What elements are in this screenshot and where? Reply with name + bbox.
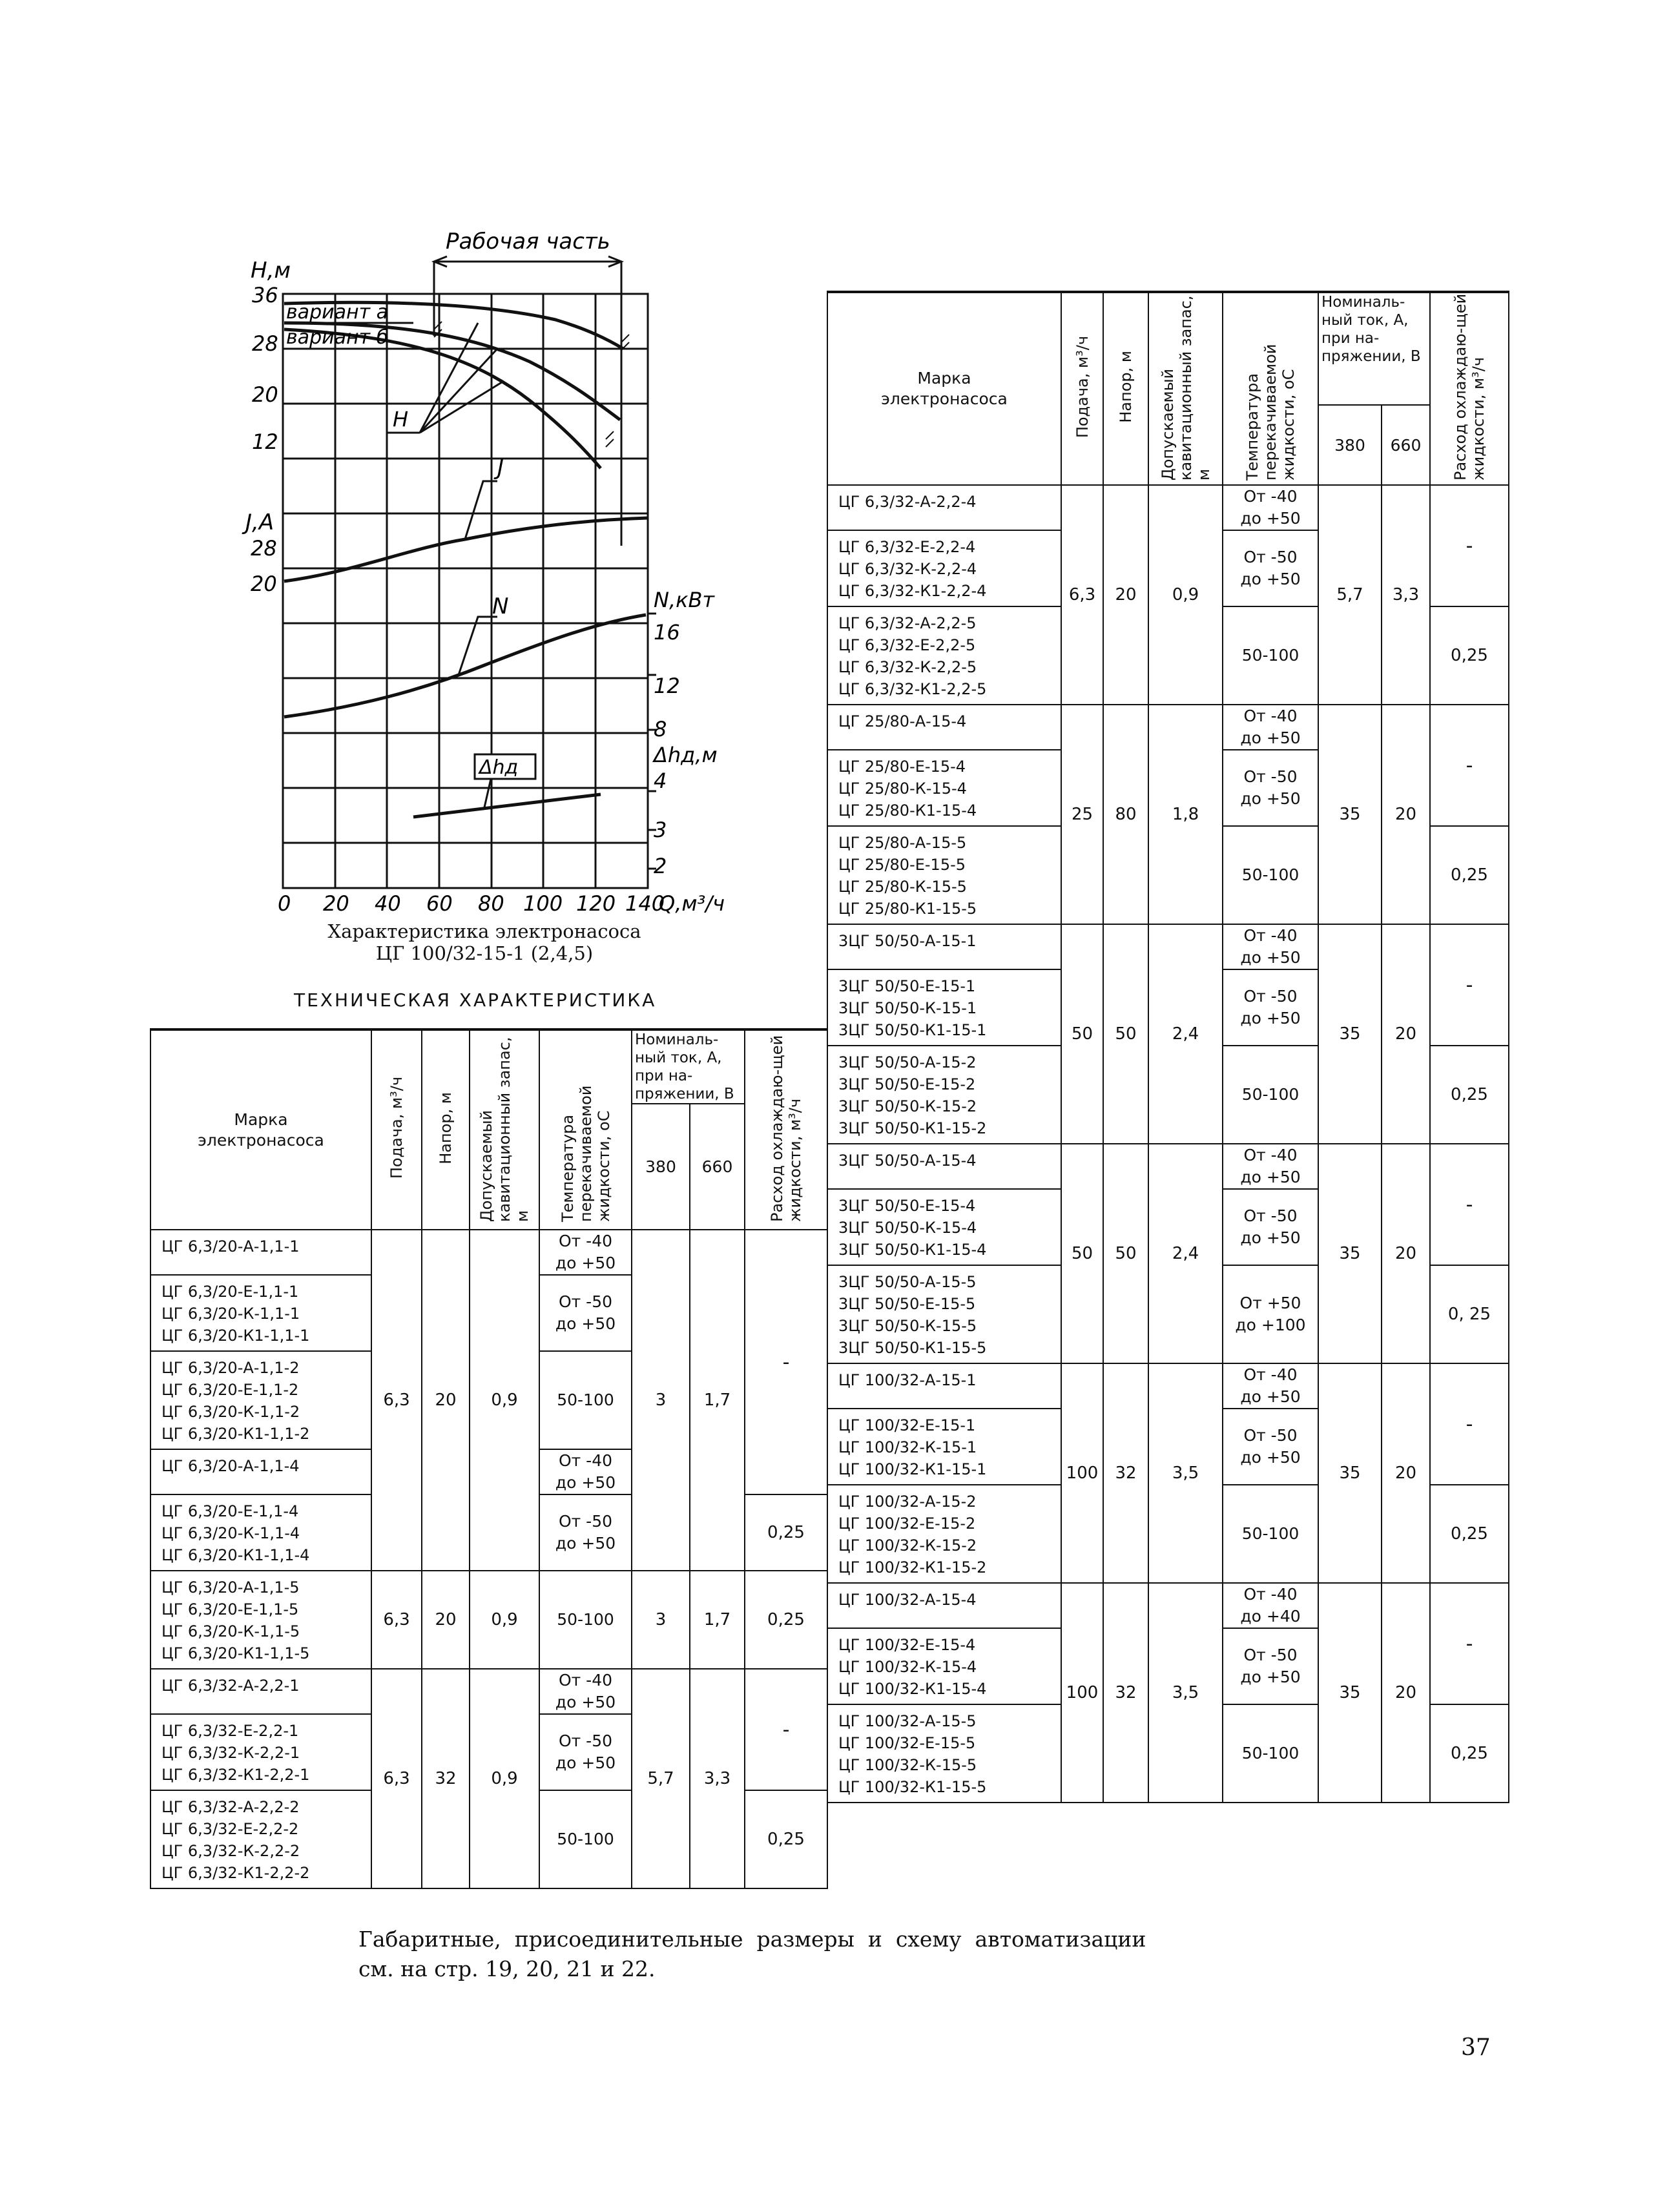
- x-axis-label: Q,м³/ч: [659, 891, 725, 916]
- flow-cell: 6,3: [371, 1230, 422, 1571]
- j-tick-20: 20: [251, 572, 277, 596]
- temperature-cell: От -40 до +50: [1223, 485, 1318, 530]
- header-coolant: Расход охлаждаю-щей жидкости, м³/ч: [1430, 292, 1509, 485]
- flow-cell: 6,3: [371, 1669, 422, 1888]
- footnote-line1: Габаритные, присоединительные размеры и схему автоматизации: [358, 1927, 1146, 1952]
- temperature-cell: 50-100: [539, 1571, 632, 1669]
- dh-tick-3: 3: [654, 818, 667, 842]
- model-cell: 3ЦГ 50/50-Е-15-4 3ЦГ 50/50-К-15-4 3ЦГ 50/50-К1-15-4: [827, 1189, 1061, 1265]
- current-380-cell: 35: [1318, 924, 1382, 1144]
- coolant-dash-cell: -: [1430, 485, 1509, 606]
- model-cell: 3ЦГ 50/50-Е-15-1 3ЦГ 50/50-К-15-1 3ЦГ 50/50-К1-15-1: [827, 969, 1061, 1046]
- variant-b-label: вариант б: [286, 326, 389, 349]
- flow-cell: 100: [1061, 1363, 1103, 1583]
- current-660-cell: 3,3: [1382, 485, 1430, 705]
- coolant-cell: 0,25: [1430, 606, 1509, 705]
- temperature-cell: От -40 до +40: [1223, 1583, 1318, 1628]
- current-660-cell: 1,7: [690, 1230, 745, 1571]
- variant-a-label: вариант а: [286, 301, 388, 324]
- flow-cell: 50: [1061, 1144, 1103, 1363]
- x-tick-140: 140: [625, 891, 665, 916]
- x-tick-20: 20: [323, 891, 349, 916]
- model-cell: ЦГ 100/32-А-15-4: [827, 1583, 1061, 1628]
- npsh-cell: 0,9: [470, 1571, 539, 1669]
- temperature-cell: От -40 до +50: [1223, 924, 1318, 969]
- coolant-cell: 0,25: [1430, 826, 1509, 924]
- head-cell: 20: [422, 1230, 470, 1571]
- dh-curve-label: Δhд: [479, 756, 519, 779]
- npsh-cell: 0,9: [1148, 485, 1223, 705]
- h-tick-12: 12: [252, 429, 278, 454]
- temperature-cell: 50-100: [1223, 826, 1318, 924]
- model-cell: ЦГ 6,3/20-А-1,1-2 ЦГ 6,3/20-Е-1,1-2 ЦГ 6,3/20-К-1,1-2 ЦГ 6,3/20-К1-1,1-2: [150, 1351, 371, 1449]
- dh-tick-4: 4: [654, 769, 667, 793]
- temperature-cell: От -40 до +50: [1223, 1363, 1318, 1409]
- header-660: 660: [1382, 405, 1430, 485]
- head-cell: 20: [1103, 485, 1148, 705]
- n-curve-label: N: [492, 594, 509, 619]
- x-tick-40: 40: [375, 891, 401, 916]
- x-tick-60: 60: [426, 891, 453, 916]
- coolant-cell: 0,25: [745, 1494, 827, 1571]
- temperature-cell: От -50 до +50: [1223, 530, 1318, 606]
- chart-caption-line1: Характеристика электронасоса: [327, 920, 641, 942]
- head-cell: 32: [422, 1669, 470, 1888]
- model-cell: ЦГ 6,3/20-Е-1,1-4 ЦГ 6,3/20-К-1,1-4 ЦГ 6,3/20-К1-1,1-4: [150, 1494, 371, 1571]
- temperature-cell: От -50 до +50: [1223, 1189, 1318, 1265]
- head-cell: 50: [1103, 924, 1148, 1144]
- chart-caption-line2: ЦГ 100/32-15-1 (2,4,5): [375, 942, 594, 964]
- model-cell: ЦГ 6,3/32-Е-2,2-4 ЦГ 6,3/32-К-2,2-4 ЦГ 6,3/32-К1-2,2-4: [827, 530, 1061, 606]
- right-spec-table: [827, 291, 1509, 1803]
- coolant-dash-cell: -: [745, 1230, 827, 1494]
- model-cell: ЦГ 25/80-А-15-5 ЦГ 25/80-Е-15-5 ЦГ 25/80-К-15-5 ЦГ 25/80-К1-15-5: [827, 826, 1061, 924]
- coolant-cell: 0, 25: [1430, 1265, 1509, 1363]
- pump-characteristic-chart: [194, 194, 725, 936]
- header-380: 380: [1318, 405, 1382, 485]
- current-660-cell: 20: [1382, 705, 1430, 924]
- coolant-dash-cell: -: [1430, 924, 1509, 1046]
- table-row: [150, 1230, 827, 1275]
- model-cell: 3ЦГ 50/50-А-15-2 3ЦГ 50/50-Е-15-2 3ЦГ 50/50-К-15-2 3ЦГ 50/50-К1-15-2: [827, 1046, 1061, 1144]
- current-380-cell: 35: [1318, 1144, 1382, 1363]
- table-row: [827, 924, 1509, 969]
- footnote-line2: см. на стр. 19, 20, 21 и 22.: [358, 1956, 656, 1981]
- header-flow: Подача, м³/ч: [371, 1029, 422, 1230]
- flow-cell: 50: [1061, 924, 1103, 1144]
- flow-cell: 100: [1061, 1583, 1103, 1803]
- current-660-cell: 20: [1382, 1144, 1430, 1363]
- left-table-body: [150, 1230, 827, 1888]
- temperature-cell: От -50 до +50: [539, 1275, 632, 1351]
- model-cell: ЦГ 6,3/32-Е-2,2-1 ЦГ 6,3/32-К-2,2-1 ЦГ 6,3/32-К1-2,2-1: [150, 1714, 371, 1790]
- model-cell: ЦГ 25/80-А-15-4: [827, 705, 1061, 750]
- temperature-cell: От -40 до +50: [539, 1230, 632, 1275]
- npsh-cell: 0,9: [470, 1230, 539, 1571]
- flow-cell: 6,3: [371, 1571, 422, 1669]
- n-axis-label: N,кВт: [654, 588, 715, 612]
- right-table-body: [827, 485, 1509, 1803]
- current-380-cell: 3: [632, 1230, 690, 1571]
- model-cell: 3ЦГ 50/50-А-15-5 3ЦГ 50/50-Е-15-5 3ЦГ 50/50-К-15-5 3ЦГ 50/50-К1-15-5: [827, 1265, 1061, 1363]
- model-cell: ЦГ 6,3/20-А-1,1-4: [150, 1449, 371, 1494]
- npsh-cell: 3,5: [1148, 1363, 1223, 1583]
- model-cell: ЦГ 6,3/20-А-1,1-1: [150, 1230, 371, 1275]
- temperature-cell: 50-100: [539, 1351, 632, 1449]
- npsh-cell: 1,8: [1148, 705, 1223, 924]
- model-cell: ЦГ 6,3/32-А-2,2-5 ЦГ 6,3/32-Е-2,2-5 ЦГ 6,3/32-К-2,2-5 ЦГ 6,3/32-К1-2,2-5: [827, 606, 1061, 705]
- header-head: Напор, м: [422, 1029, 470, 1230]
- working-zone-label: Рабочая часть: [446, 229, 610, 254]
- current-380-cell: 3: [632, 1571, 690, 1669]
- head-cell: 20: [422, 1571, 470, 1669]
- model-cell: 3ЦГ 50/50-А-15-4: [827, 1144, 1061, 1189]
- header-380: 380: [632, 1104, 690, 1230]
- current-660-cell: 1,7: [690, 1571, 745, 1669]
- current-660-cell: 20: [1382, 924, 1430, 1144]
- temperature-cell: От +50 до +100: [1223, 1265, 1318, 1363]
- x-tick-120: 120: [576, 891, 616, 916]
- table-row: [827, 485, 1509, 530]
- temperature-cell: 50-100: [539, 1790, 632, 1888]
- page-number: 37: [1461, 2034, 1491, 2061]
- header-npsh: Допускаемый кавитационный запас, м: [470, 1029, 539, 1230]
- x-tick-100: 100: [523, 891, 563, 916]
- j-tick-28: 28: [251, 536, 277, 561]
- header-660: 660: [690, 1104, 745, 1230]
- temperature-cell: От -50 до +50: [1223, 969, 1318, 1046]
- j-axis-label: J,A: [245, 510, 274, 535]
- h-tick-36: 36: [252, 283, 278, 307]
- current-380-cell: 35: [1318, 1363, 1382, 1583]
- j-curve: [284, 518, 648, 581]
- flow-cell: 25: [1061, 705, 1103, 924]
- current-380-cell: 35: [1318, 705, 1382, 924]
- chart-caption: [278, 920, 691, 964]
- coolant-cell: 0,25: [745, 1571, 827, 1669]
- temperature-cell: 50-100: [1223, 606, 1318, 705]
- flow-cell: 6,3: [1061, 485, 1103, 705]
- current-660-cell: 20: [1382, 1363, 1430, 1583]
- h-tick-20: 20: [252, 382, 278, 407]
- model-cell: 3ЦГ 50/50-А-15-1: [827, 924, 1061, 969]
- table-row: [827, 705, 1509, 750]
- head-cell: 50: [1103, 1144, 1148, 1363]
- current-660-cell: 3,3: [690, 1669, 745, 1888]
- head-cell: 32: [1103, 1583, 1148, 1803]
- temperature-cell: 50-100: [1223, 1046, 1318, 1144]
- header-brand: Марка электронасоса: [150, 1029, 371, 1230]
- model-cell: ЦГ 100/32-А-15-5 ЦГ 100/32-Е-15-5 ЦГ 100/32-К-15-5 ЦГ 100/32-К1-15-5: [827, 1704, 1061, 1803]
- left-spec-table: [150, 1028, 828, 1889]
- model-cell: ЦГ 100/32-Е-15-1 ЦГ 100/32-К-15-1 ЦГ 100/32-К1-15-1: [827, 1409, 1061, 1485]
- header-current: Номиналь-ный ток, А, при на-пряжении, В: [632, 1029, 745, 1104]
- coolant-cell: 0,25: [1430, 1046, 1509, 1144]
- n-tick-8: 8: [654, 717, 667, 741]
- model-cell: ЦГ 25/80-Е-15-4 ЦГ 25/80-К-15-4 ЦГ 25/80-К1-15-4: [827, 750, 1061, 826]
- h-tick-28: 28: [252, 331, 278, 356]
- temperature-cell: От -50 до +50: [1223, 1409, 1318, 1485]
- current-660-cell: 20: [1382, 1583, 1430, 1803]
- table-row: [827, 1363, 1509, 1409]
- header-temp: Температура перекачиваемой жидкости, оС: [539, 1029, 632, 1230]
- table-row: [827, 1583, 1509, 1628]
- current-380-cell: 5,7: [1318, 485, 1382, 705]
- dh-tick-2: 2: [654, 854, 667, 878]
- model-cell: ЦГ 100/32-Е-15-4 ЦГ 100/32-К-15-4 ЦГ 100/32-К1-15-4: [827, 1628, 1061, 1704]
- tech-title: ТЕХНИЧЕСКАЯ ХАРАКТЕРИСТИКА: [294, 989, 657, 1011]
- coolant-cell: 0,25: [745, 1790, 827, 1888]
- x-tick-80: 80: [478, 891, 504, 916]
- header-head: Напор, м: [1103, 292, 1148, 485]
- j-curve-label: J: [497, 455, 504, 481]
- npsh-cell: 2,4: [1148, 1144, 1223, 1363]
- temperature-cell: От -50 до +50: [1223, 1628, 1318, 1704]
- header-coolant: Расход охлаждаю-щей жидкости, м³/ч: [745, 1029, 827, 1230]
- npsh-cell: 3,5: [1148, 1583, 1223, 1803]
- model-cell: ЦГ 6,3/20-Е-1,1-1 ЦГ 6,3/20-К-1,1-1 ЦГ 6,3/20-К1-1,1-1: [150, 1275, 371, 1351]
- npsh-cell: 0,9: [470, 1669, 539, 1888]
- temperature-cell: От -50 до +50: [539, 1494, 632, 1571]
- n-tick-16: 16: [654, 620, 680, 645]
- coolant-dash-cell: -: [1430, 705, 1509, 826]
- model-cell: ЦГ 6,3/32-А-2,2-1: [150, 1669, 371, 1714]
- temperature-cell: 50-100: [1223, 1704, 1318, 1803]
- head-cell: 80: [1103, 705, 1148, 924]
- chart-grid: [283, 294, 656, 888]
- coolant-cell: 0,25: [1430, 1704, 1509, 1803]
- temperature-cell: От -40 до +50: [539, 1449, 632, 1494]
- temperature-cell: 50-100: [1223, 1485, 1318, 1583]
- right-table-header: [827, 292, 1509, 485]
- model-cell: ЦГ 6,3/32-А-2,2-2 ЦГ 6,3/32-Е-2,2-2 ЦГ 6,3/32-К-2,2-2 ЦГ 6,3/32-К1-2,2-2: [150, 1790, 371, 1888]
- model-cell: ЦГ 100/32-А-15-2 ЦГ 100/32-Е-15-2 ЦГ 100/32-К-15-2 ЦГ 100/32-К1-15-2: [827, 1485, 1061, 1583]
- n-tick-12: 12: [654, 674, 680, 698]
- dh-curve: [413, 794, 601, 817]
- model-cell: ЦГ 100/32-А-15-1: [827, 1363, 1061, 1409]
- x-tick-0: 0: [278, 891, 291, 916]
- table-row: [150, 1571, 827, 1669]
- coolant-dash-cell: -: [1430, 1144, 1509, 1265]
- coolant-dash-cell: -: [1430, 1363, 1509, 1485]
- head-cell: 32: [1103, 1363, 1148, 1583]
- coolant-dash-cell: -: [745, 1669, 827, 1790]
- temperature-cell: От -40 до +50: [1223, 1144, 1318, 1189]
- current-380-cell: 35: [1318, 1583, 1382, 1803]
- header-brand: Марка электронасоса: [827, 292, 1061, 485]
- coolant-cell: 0,25: [1430, 1485, 1509, 1583]
- n-curve: [284, 615, 646, 717]
- h-axis-label: H,м: [251, 258, 291, 284]
- table-row: [827, 1144, 1509, 1189]
- temperature-cell: От -50 до +50: [539, 1714, 632, 1790]
- header-npsh: Допускаемый кавитационный запас, м: [1148, 292, 1223, 485]
- current-380-cell: 5,7: [632, 1669, 690, 1888]
- h-curve-label: H: [393, 407, 409, 431]
- left-table-header: [150, 1029, 827, 1230]
- dh-axis-label: Δhд,м: [654, 743, 718, 767]
- model-cell: ЦГ 6,3/32-А-2,2-4: [827, 485, 1061, 530]
- temperature-cell: От -40 до +50: [1223, 705, 1318, 750]
- npsh-cell: 2,4: [1148, 924, 1223, 1144]
- temperature-cell: От -50 до +50: [1223, 750, 1318, 826]
- h-curve-variant-c: [284, 329, 601, 468]
- footnote: [358, 1925, 1146, 1984]
- header-temp: Температура перекачиваемой жидкости, оС: [1223, 292, 1318, 485]
- header-current: Номиналь-ный ток, А, при на-пряжении, В: [1318, 292, 1430, 405]
- header-flow: Подача, м³/ч: [1061, 292, 1103, 485]
- temperature-cell: От -40 до +50: [539, 1669, 632, 1714]
- coolant-dash-cell: -: [1430, 1583, 1509, 1704]
- table-row: [150, 1669, 827, 1714]
- model-cell: ЦГ 6,3/20-А-1,1-5 ЦГ 6,3/20-Е-1,1-5 ЦГ 6,3/20-К-1,1-5 ЦГ 6,3/20-К1-1,1-5: [150, 1571, 371, 1669]
